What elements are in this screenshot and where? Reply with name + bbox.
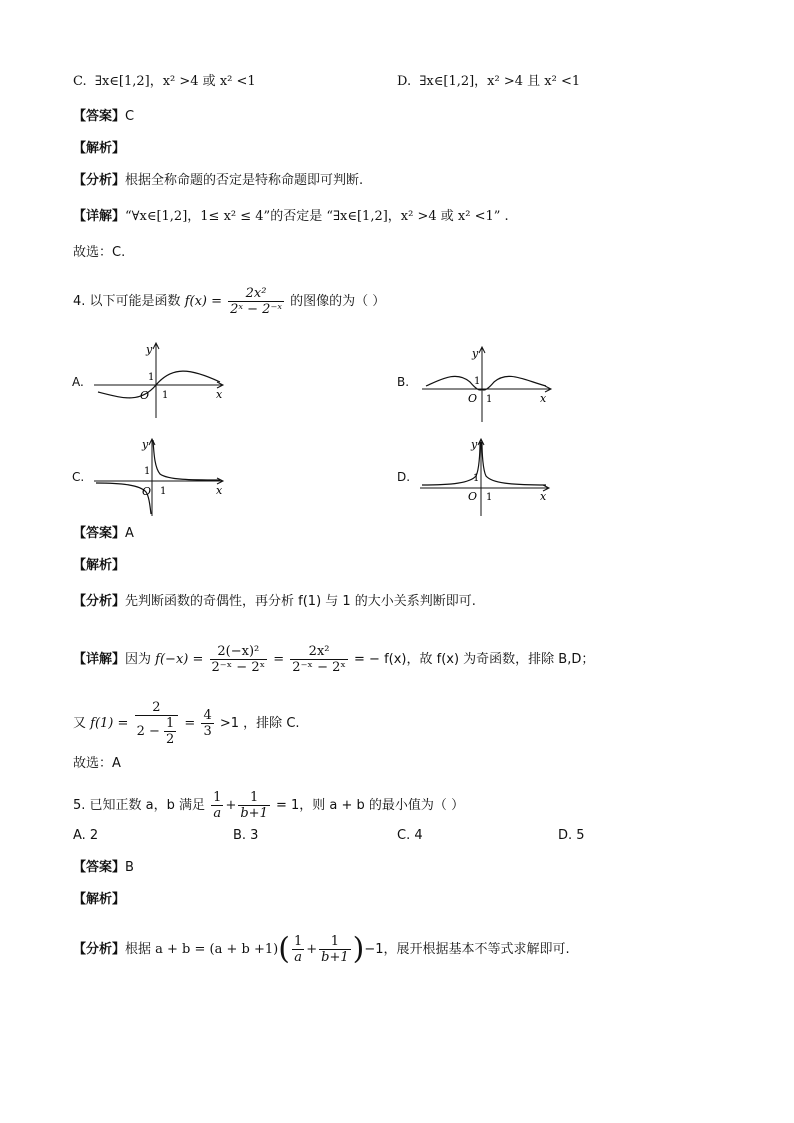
q3-answer (73, 107, 134, 127)
q4-analysis-tag (73, 556, 125, 576)
origin-label: O (140, 389, 150, 402)
fenxi-text: 先判断函数的奇偶性，再分析 f(1) 与 1 的大小关系判断即可. (125, 594, 476, 609)
q4-xiangjie: 【详解】因为 f(−x) = $\frac{\text{2(−x)²}}{\text{2⁻ˣ − 2ˣ}}$ = $\frac{\text{2x²}}{\text{2⁻ˣ − 2ˣ}}$ = − f(x)，故 f(x) 为奇函数，排除 B,D； (73, 644, 595, 675)
y-tick-one: 1 (474, 376, 481, 387)
inner-fraction (164, 716, 176, 747)
answer-tag: 【答案】 (73, 860, 126, 875)
graph-c (92, 434, 232, 518)
fraction-numerator: 4 (203, 708, 212, 723)
q3-choose (73, 243, 125, 263)
q5-analysis-tag (73, 890, 125, 910)
option-label: D. (397, 74, 412, 89)
answer-value: A (125, 526, 134, 541)
fraction-numerator: 1 (238, 790, 270, 806)
fraction-2 (290, 644, 348, 675)
fraction-denominator: b+1 (321, 950, 349, 965)
q5-answer (73, 858, 134, 878)
fenxi-tag: 【分析】 (73, 942, 126, 957)
xiangjie-text: “∀x∈[1,2]，1≤ x² ≤ 4”的否定是 “∃x∈[1,2]，x² >4 或 x² <1” . (125, 209, 509, 224)
fraction-numerator: 2x² (228, 286, 284, 302)
option-b: B. 3 (233, 828, 259, 843)
f-one: f(1) = (90, 716, 129, 731)
graph-label-c: C. (72, 470, 85, 484)
origin-label: O (468, 392, 478, 405)
graph-label-d: D. (397, 470, 411, 484)
fraction-denominator: 3 (203, 724, 212, 739)
fraction-denominator: 2 (166, 732, 175, 747)
fenxi-prefix: 根据 a + b = (a + b +1) (125, 942, 279, 957)
plus-sign: + (225, 798, 237, 813)
q4-f1-line (73, 700, 300, 747)
fraction-denominator: a (213, 806, 222, 821)
graph-label-b: B. (397, 375, 410, 389)
fraction-numerator: 1 (319, 934, 351, 950)
fraction-numerator: 1 (293, 934, 303, 949)
equals-sign: = (184, 716, 196, 731)
q3-analysis-tag (73, 139, 125, 159)
x-axis-label: x (540, 490, 547, 503)
function-name: f(x) = (184, 294, 222, 309)
x-tick-one: 1 (160, 486, 167, 497)
fraction-2 (319, 934, 351, 965)
you-text: 又 (73, 716, 87, 731)
origin-label: O (142, 485, 152, 498)
y-axis-label: y (471, 438, 478, 451)
fraction-numerator: 2(−x)² (210, 644, 268, 660)
fenxi-text: 根据全称命题的否定是特称命题即可判断. (125, 173, 364, 188)
xiangjie-tag: 【详解】 (73, 652, 126, 667)
q5-fenxi (73, 931, 570, 967)
option-d (397, 72, 580, 92)
fraction-denominator: 2⁻ˣ − 2ˣ (292, 660, 346, 675)
fraction-numerator: 1 (213, 790, 222, 805)
fraction-four-thirds (201, 708, 213, 739)
choose-text: 故选：C. (73, 245, 126, 260)
choose-text: 故选：A (73, 756, 121, 771)
denominator-prefix: 2 − (136, 724, 160, 739)
graph-b (420, 342, 560, 424)
function-fraction (228, 286, 284, 317)
fraction-1 (292, 934, 304, 965)
x-axis-label: x (540, 392, 547, 405)
x-tick-one: 1 (486, 394, 493, 405)
answer-value: C (125, 109, 135, 124)
y-tick-one: 1 (148, 372, 155, 383)
y-tick-one: 1 (473, 473, 480, 484)
y-axis-label: y (146, 343, 153, 356)
x-tick-one: 1 (486, 492, 493, 503)
q4-fenxi (73, 592, 476, 612)
fenxi-tag: 【分析】 (73, 594, 126, 609)
stem-prefix: 5. 已知正数 a，b 满足 (73, 798, 206, 813)
f1-tail: >1 ，排除 C. (219, 716, 300, 731)
answer-value: B (125, 860, 134, 875)
q5-stem (73, 790, 464, 821)
fraction-denominator: b+1 (240, 806, 268, 821)
f-neg-x: f(−x) = (155, 652, 204, 667)
q3-fenxi (73, 171, 363, 191)
plus-sign: + (306, 942, 318, 957)
y-axis-label: y (472, 347, 479, 360)
fraction-numerator: 1 (166, 716, 175, 731)
y-axis-label: y (142, 438, 149, 451)
left-paren: ( (278, 931, 290, 967)
fraction-denominator: a (294, 950, 302, 965)
fraction-denominator: 2ˣ − 2⁻ˣ (230, 302, 282, 317)
option-text: ∃x∈[1,2]，x² >4 且 x² <1 (419, 74, 581, 89)
q4-choose (73, 754, 121, 774)
graph-d (418, 434, 558, 518)
option-c (73, 72, 256, 92)
graph-label-a: A. (72, 375, 84, 389)
fraction-denominator (135, 716, 179, 747)
option-c: C. 4 (397, 828, 423, 843)
answer-tag: 【答案】 (73, 109, 126, 124)
stem-suffix: 的图像的为（ ） (290, 294, 386, 309)
stem-suffix: = 1，则 a + b 的最小值为（ ） (276, 798, 465, 813)
x-axis-label: x (216, 484, 223, 497)
fraction-numerator: 2 (135, 700, 179, 716)
origin-label: O (468, 490, 478, 503)
xiangjie-prefix: 因为 (125, 652, 152, 667)
fraction-2 (238, 790, 270, 821)
q4-answer (73, 524, 134, 544)
xiangjie-tail: = − f(x)，故 f(x) 为奇函数，排除 B,D； (354, 652, 595, 667)
graph-a (92, 338, 232, 420)
fraction-f1 (135, 700, 179, 747)
fenxi-tail: −1，展开根据基本不等式求解即可. (364, 942, 570, 957)
stem-prefix: 4. 以下可能是函数 (73, 294, 181, 309)
option-label: C. (73, 74, 87, 89)
q4-stem (73, 286, 385, 317)
xiangjie-tag: 【详解】 (73, 209, 126, 224)
analysis-tag: 【解析】 (73, 558, 126, 573)
fraction-1 (210, 644, 268, 675)
fraction-numerator: 2x² (290, 644, 348, 660)
fraction-denominator: 2⁻ˣ − 2ˣ (211, 660, 266, 675)
x-axis-label: x (216, 388, 223, 401)
y-tick-one: 1 (144, 466, 151, 477)
answer-tag: 【答案】 (73, 526, 126, 541)
option-a: A. 2 (73, 828, 99, 843)
fenxi-tag: 【分析】 (73, 173, 126, 188)
analysis-tag: 【解析】 (73, 141, 126, 156)
x-tick-one: 1 (162, 390, 169, 401)
option-text: ∃x∈[1,2]，x² >4 或 x² <1 (94, 74, 256, 89)
option-d: D. 5 (558, 828, 585, 843)
analysis-tag: 【解析】 (73, 892, 126, 907)
fraction-1 (211, 790, 223, 821)
q3-xiangjie (73, 207, 509, 227)
right-paren: ) (352, 931, 365, 967)
